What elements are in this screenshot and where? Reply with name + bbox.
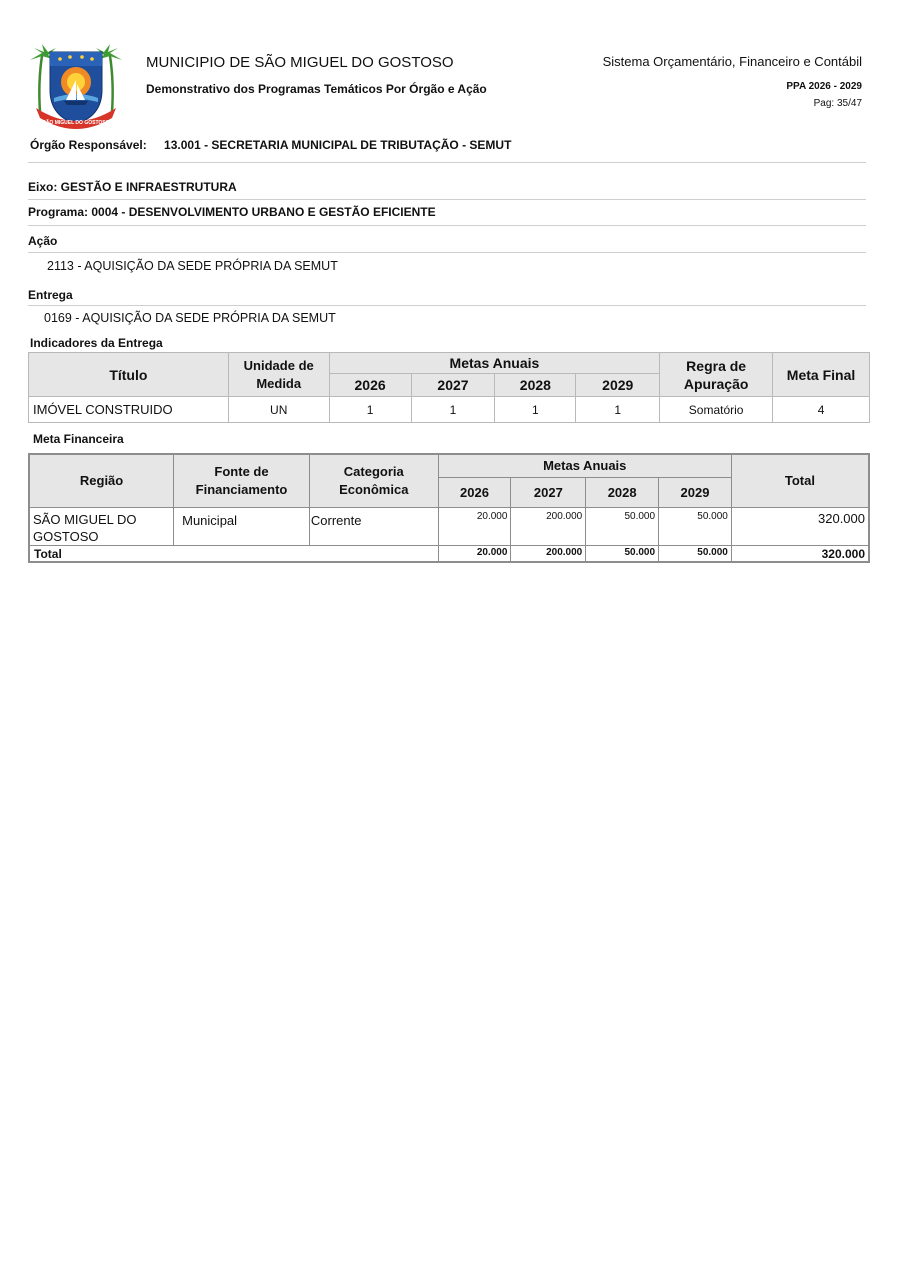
col-categoria — [309, 454, 438, 507]
col-titulo: Título — [29, 353, 229, 397]
crest-ribbon-text: SÃO MIGUEL DO GOSTOSO — [42, 120, 110, 126]
entrega-value: 0169 - AQUISIÇÃO DA SEDE PRÓPRIA DA SEMUT — [44, 311, 336, 325]
cell-regra: Somatório — [660, 397, 773, 423]
cell-value: 50.000 — [586, 507, 659, 545]
page-number: Pag: 35/47 — [813, 98, 862, 109]
cell-titulo: IMÓVEL CONSTRUIDO — [29, 397, 229, 423]
system-name: Sistema Orçamentário, Financeiro e Contábil — [602, 54, 862, 69]
col-year: 2026 — [438, 477, 511, 507]
total-value: 50.000 — [659, 545, 732, 562]
indicadores-table — [28, 352, 870, 423]
grand-total: 320.000 — [731, 545, 869, 562]
total-value: 200.000 — [511, 545, 586, 562]
col-year: 2029 — [659, 477, 732, 507]
table-row — [29, 397, 870, 423]
col-year: 2028 — [495, 374, 576, 397]
col-categoria-line2: Econômica — [339, 481, 409, 497]
orgao-value: 13.001 - SECRETARIA MUNICIPAL DE TRIBUTAÇÃO - SEMUT — [164, 138, 512, 152]
acao-value: 2113 - AQUISIÇÃO DA SEDE PRÓPRIA DA SEMUT — [47, 259, 338, 273]
municipality-name: MUNICIPIO DE SÃO MIGUEL DO GOSTOSO — [146, 54, 454, 71]
cell-value: 200.000 — [511, 507, 586, 545]
cell-categoria: Corrente — [309, 507, 438, 545]
col-fonte-line2: Financiamento — [195, 481, 288, 497]
ppa-period: PPA 2026 - 2029 — [786, 81, 862, 92]
col-fonte — [174, 454, 310, 507]
cell-total: 320.000 — [731, 507, 869, 545]
indicadores-title: Indicadores da Entrega — [30, 336, 163, 350]
cell-regiao — [29, 507, 174, 545]
col-regiao: Região — [29, 454, 174, 507]
divider — [28, 199, 866, 200]
col-metas-anuais: Metas Anuais — [329, 353, 660, 374]
col-metas-anuais: Metas Anuais — [438, 454, 731, 477]
col-regra-line1: Regra de — [686, 357, 747, 374]
col-year: 2028 — [586, 477, 659, 507]
acao-label: Ação — [28, 234, 58, 248]
col-unidade-line2: Medida — [256, 375, 302, 391]
cell-meta: 1 — [576, 397, 660, 423]
total-label: Total — [29, 545, 438, 562]
col-year: 2027 — [511, 477, 586, 507]
municipal-crest-logo — [28, 42, 124, 130]
cell-regiao-line1: SÃO MIGUEL DO — [33, 511, 137, 527]
orgao-responsavel — [30, 138, 511, 152]
cell-meta-final: 4 — [773, 397, 870, 423]
divider — [28, 252, 866, 253]
col-year: 2029 — [576, 374, 660, 397]
divider — [28, 305, 866, 306]
total-row — [29, 545, 869, 562]
col-year: 2027 — [411, 374, 495, 397]
entrega-label: Entrega — [28, 288, 73, 302]
meta-financeira-table — [28, 453, 870, 563]
divider — [28, 162, 866, 163]
eixo-heading: Eixo: GESTÃO E INFRAESTRUTURA — [28, 180, 237, 194]
total-value: 20.000 — [438, 545, 511, 562]
report-title: Demonstrativo dos Programas Temáticos Por Órgão e Ação — [146, 82, 487, 96]
col-total: Total — [731, 454, 869, 507]
col-regra-line2: Apuração — [683, 375, 749, 392]
col-year: 2026 — [329, 374, 411, 397]
col-unidade-line1: Unidade de — [243, 357, 314, 373]
total-value: 50.000 — [586, 545, 659, 562]
cell-unidade: UN — [228, 397, 329, 423]
programa-heading: Programa: 0004 - DESENVOLVIMENTO URBANO E GESTÃO EFICIENTE — [28, 205, 436, 219]
meta-financeira-title: Meta Financeira — [33, 432, 124, 446]
col-categoria-line1: Categoria — [343, 463, 404, 479]
cell-value: 50.000 — [659, 507, 732, 545]
table-row — [29, 507, 869, 545]
cell-meta: 1 — [495, 397, 576, 423]
col-regra — [660, 353, 773, 397]
cell-fonte: Municipal — [174, 507, 310, 545]
orgao-label: Órgão Responsável: — [30, 138, 147, 152]
col-fonte-line1: Fonte de — [214, 463, 269, 479]
cell-meta: 1 — [411, 397, 495, 423]
cell-regiao-line2: GOSTOSO — [33, 528, 99, 544]
col-meta-final: Meta Final — [773, 353, 870, 397]
divider — [28, 225, 866, 226]
cell-value: 20.000 — [438, 507, 511, 545]
col-unidade — [228, 353, 329, 397]
cell-meta: 1 — [329, 397, 411, 423]
